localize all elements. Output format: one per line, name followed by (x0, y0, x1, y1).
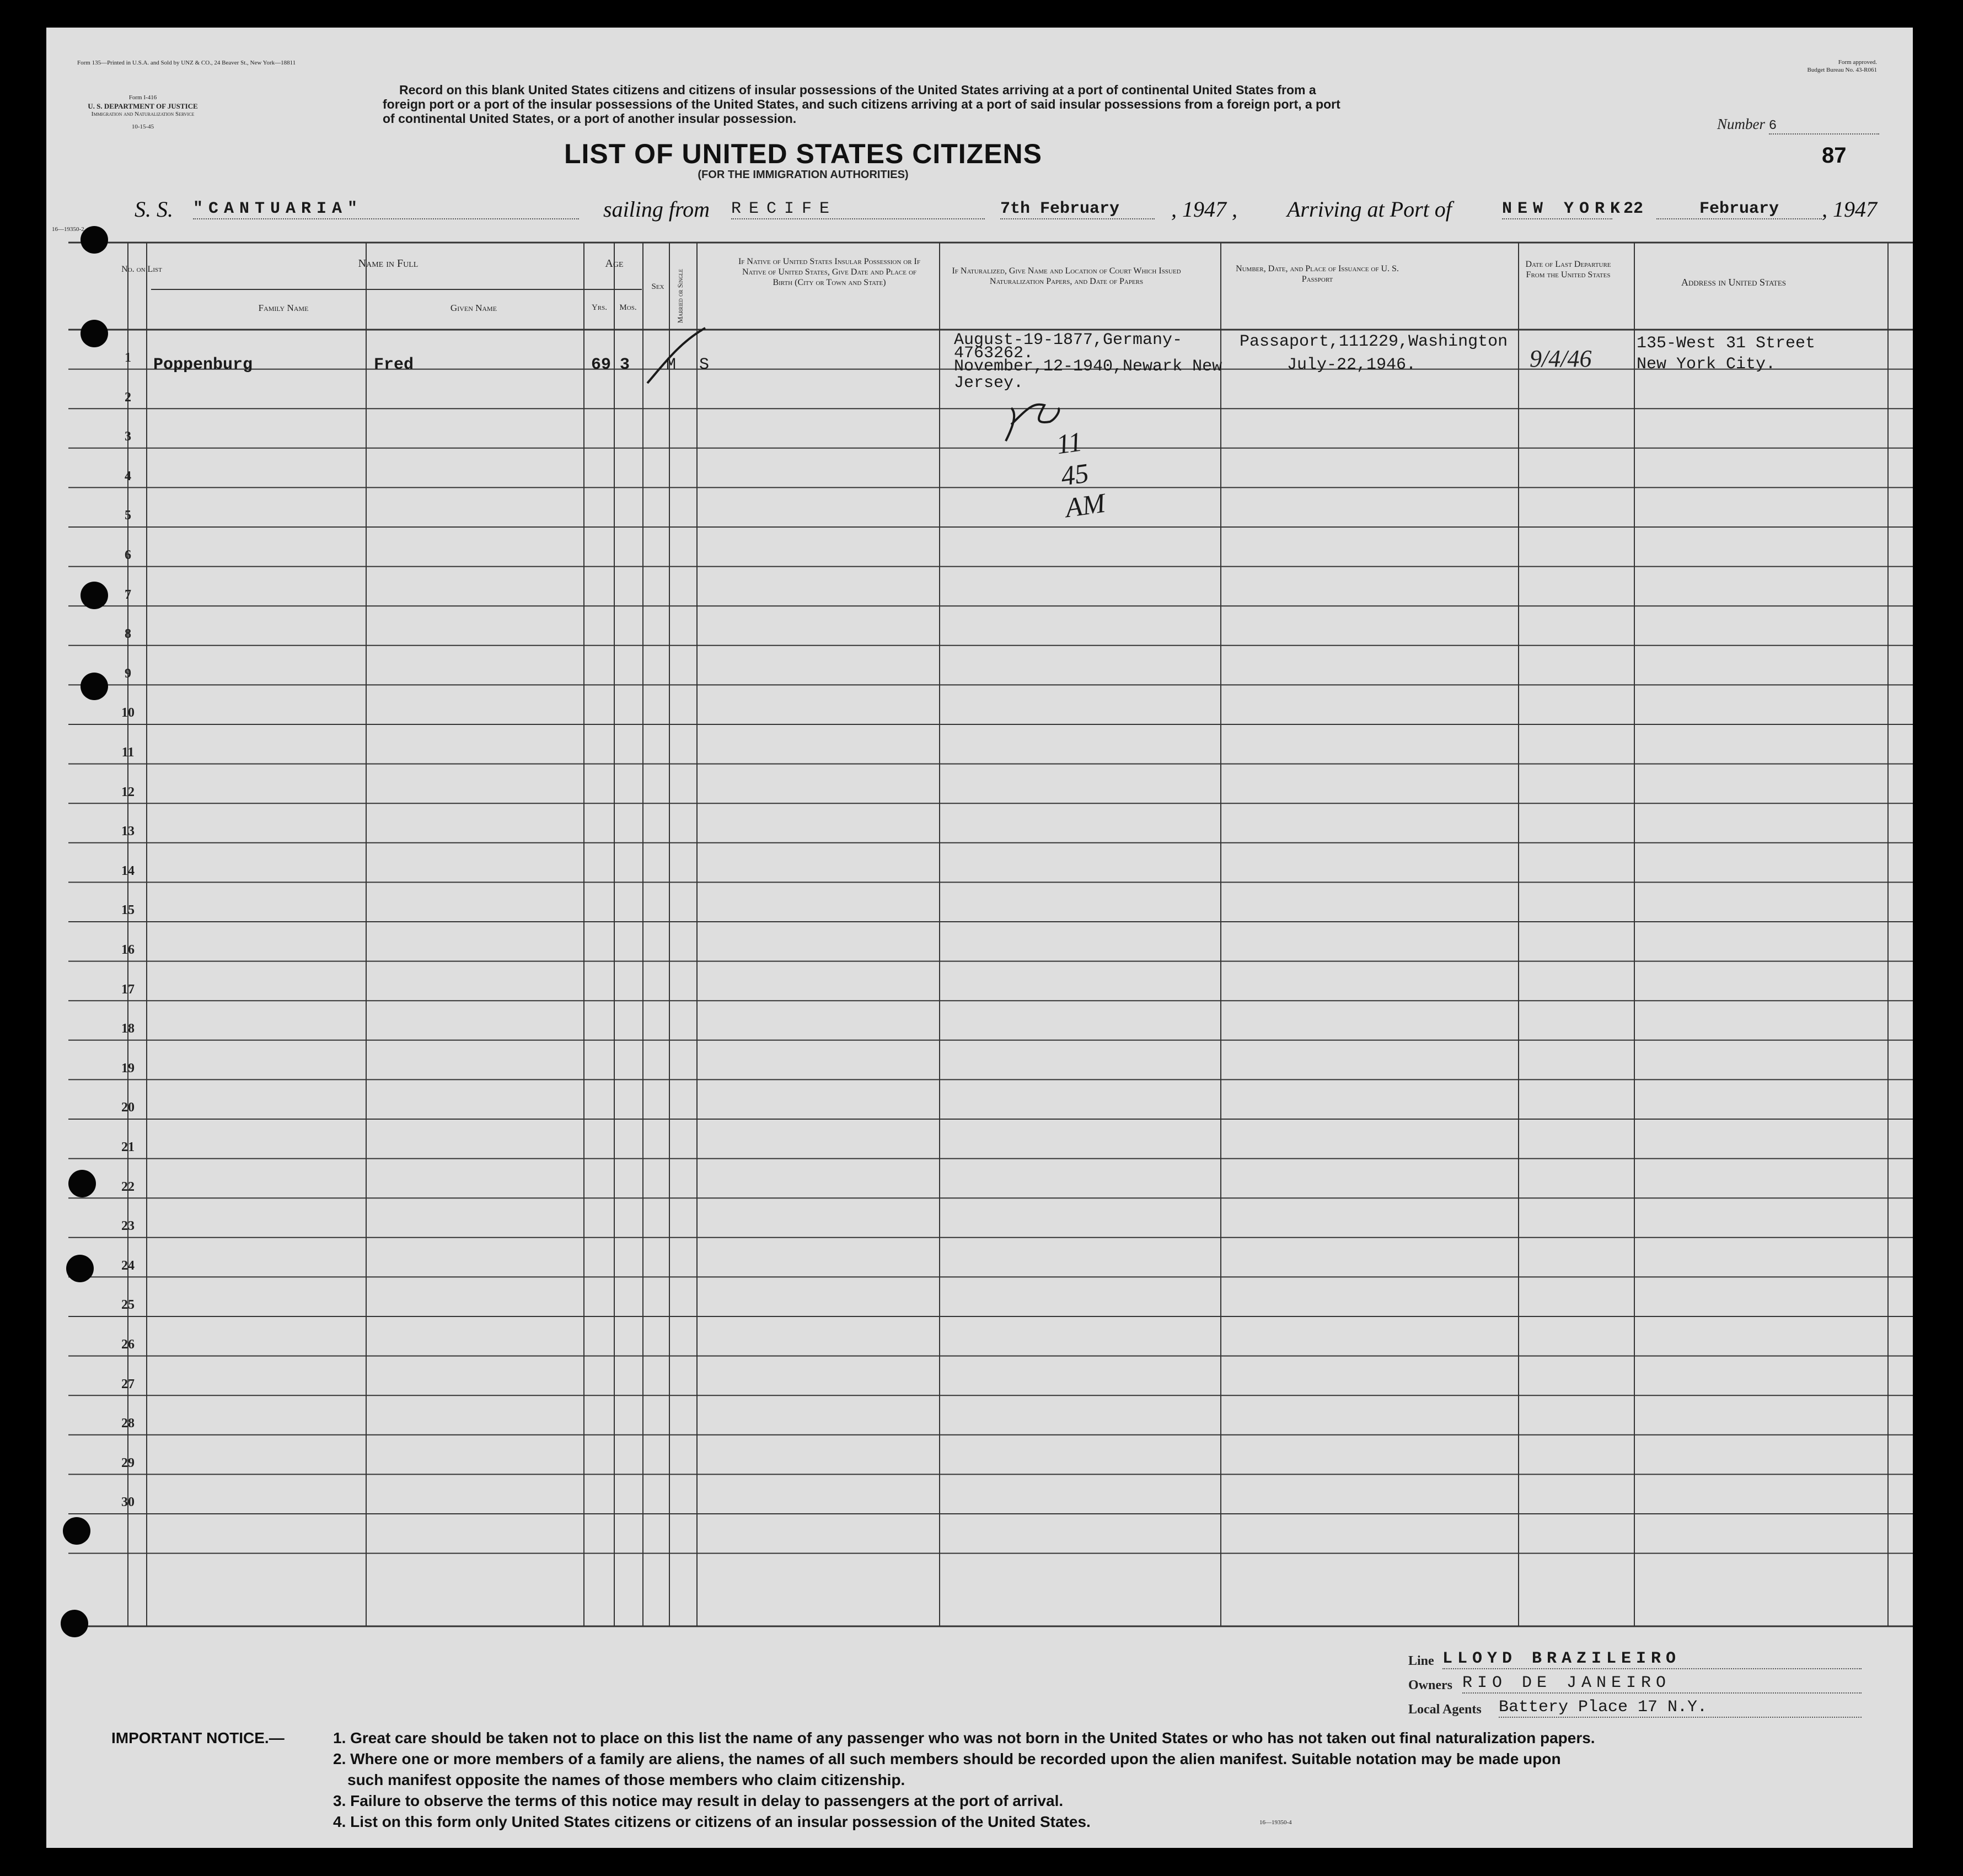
agents-field (1408, 1698, 1905, 1727)
row-number: 6 (125, 548, 131, 562)
notice-body (333, 1728, 1877, 1832)
number-label: Number (1717, 116, 1765, 132)
notice-item: 2. Where one or more members of a family are aliens, the names of all such members should be recorded upon the alien manifest. Suitable notation may be made upon (333, 1750, 1561, 1767)
punch-hole (81, 226, 108, 254)
naturalization-line: November,12-1940,Newark New (954, 357, 1222, 376)
col-header-family-name: Family Name (258, 303, 309, 313)
form-date-code: 10-15-45 (131, 123, 154, 130)
col-header-no: No. on List (121, 265, 162, 274)
bottom-form-code: 16—19350-4 (1259, 1819, 1292, 1826)
row-number: 18 (121, 1022, 135, 1036)
from-port: RECIFE (731, 200, 985, 219)
row-number: 13 (121, 824, 135, 839)
age-months-cell: 3 (620, 356, 630, 374)
ship-name: "CANTUARIA" (193, 200, 579, 219)
row-number: 10 (121, 706, 135, 721)
row-number: 29 (121, 1455, 135, 1470)
row-number: 24 (121, 1258, 135, 1273)
number-value: 6 (1769, 119, 1879, 135)
row-number: 28 (121, 1416, 135, 1431)
row-number: 1 (125, 351, 131, 365)
depart-date: 7th February (1000, 200, 1155, 219)
row-number: 16 (121, 943, 135, 957)
line-value: LLOYD BRAZILEIRO (1442, 1649, 1862, 1669)
form-number: Form I-416 (128, 94, 157, 101)
col-header-age: Age (605, 257, 624, 270)
punch-hole (61, 1610, 88, 1637)
handwritten-initials (995, 391, 1066, 452)
row-number: 8 (125, 627, 131, 642)
naturalization-line: Jersey. (954, 374, 1024, 393)
approval-line: Form approved. (1838, 59, 1877, 66)
row-number: 22 (121, 1179, 135, 1194)
row-number: 30 (121, 1495, 135, 1510)
depart-year: , 1947 , (1171, 197, 1237, 222)
page-subtitle: (FOR THE IMMIGRATION AUTHORITIES) (698, 169, 909, 181)
owners-value: RIO DE JANEIRO (1462, 1674, 1862, 1694)
row-number: 5 (125, 508, 131, 523)
last-departure-cell: 9/4/46 (1530, 345, 1592, 372)
instructions-line: Record on this blank United States citizens and citizens of insular possessions of the United States arriving at a port of continental United States from a (399, 83, 1316, 97)
notice-item: 3. Failure to observe the terms of this notice may result in delay to passengers at the port of arrival. (333, 1792, 1064, 1809)
sailing-label: sailing from (603, 197, 710, 222)
page-number: 87 (1822, 143, 1847, 168)
address-line: 135-West 31 Street (1637, 334, 1816, 353)
punch-hole (63, 1517, 90, 1545)
handwritten-time: 11 45 AM (1054, 426, 1107, 524)
row-number: 21 (121, 1140, 135, 1154)
row-number: 9 (125, 666, 131, 681)
arriving-label: Arriving at Port of (1287, 197, 1452, 222)
line-owners-agents (1408, 1649, 1905, 1727)
age-years-cell: 69 (591, 356, 612, 374)
passport-line: July-22,1946. (1287, 356, 1417, 374)
notice-item: 4. List on this form only United States citizens or citizens of an insular possession of the United States. (333, 1813, 1091, 1830)
arrival-month: February (1656, 200, 1822, 219)
owners-label: Owners (1408, 1678, 1452, 1692)
agents-label: Local Agents (1408, 1702, 1482, 1717)
row-number: 25 (121, 1298, 135, 1313)
service-name: Immigration and Naturalization Service (91, 111, 195, 117)
col-header-sex: Sex (651, 282, 664, 291)
instructions-line: of continental United States, or a port of another insular possession. (383, 111, 797, 126)
agents-value: Battery Place 17 N.Y. (1499, 1698, 1862, 1718)
col-header-given-name: Given Name (450, 303, 497, 313)
row-number: 2 (125, 390, 131, 405)
punch-hole (81, 673, 108, 700)
sex-cell: M (666, 356, 677, 374)
row-number: 26 (121, 1337, 135, 1352)
naturalization-line: August-19-1877,Germany- (954, 331, 1183, 350)
budget-bureau-line: Budget Bureau No. 43-R061 (1807, 67, 1877, 73)
col-header-married-single: Married or Single (676, 268, 684, 324)
row-number: 20 (121, 1100, 135, 1115)
row-number: 14 (121, 863, 135, 878)
given-name-cell: Fred (374, 356, 414, 374)
col-header-passport: Number, Date, and Place of Issuance of U. S. Passport (1236, 264, 1399, 284)
check-mark (642, 325, 714, 386)
marital-status-cell: S (699, 356, 710, 374)
table-grid (46, 28, 1913, 1848)
punch-hole (81, 582, 108, 609)
naturalization-line: 4763262. (954, 344, 1034, 363)
row-number: 17 (121, 982, 135, 997)
col-header-naturalized: If Naturalized, Give Name and Location of Court Which Issued Naturalization Papers, and Date of Papers (952, 266, 1181, 286)
col-header-native: If Native of United States Insular Possession or If Native of United States, Give Date and Place of Birth (City or Town and State) (738, 257, 921, 287)
row-number: 3 (125, 429, 131, 444)
col-header-mos: Mos. (619, 303, 637, 312)
row-number: 27 (121, 1377, 135, 1391)
notice-item: 1. Great care should be taken not to place on this list the name of any passenger who was not born in the United States or who has not taken out final naturalization papers. (333, 1729, 1595, 1746)
row-number: 7 (125, 587, 131, 602)
printer-line: Form 135—Printed in U.S.A. and Sold by UNZ & CO., 24 Beaver St., New York—18811 (77, 60, 296, 66)
col-header-yrs: Yrs. (591, 303, 608, 312)
family-name-cell: Poppenburg (153, 356, 253, 374)
line-label: Line (1408, 1654, 1434, 1668)
col-header-last-departure: Date of Last Departure From the United States (1525, 260, 1611, 279)
side-form-code: 16—19350-2 (52, 226, 84, 233)
page-title: LIST OF UNITED STATES CITIZENS (564, 138, 1043, 169)
arrival-port: NEW YORK (1502, 200, 1626, 218)
instructions-line: foreign port or a port of the insular possessions of the United States, and such citizens arriving at a port of said insular possessions from a foreign port, a port (383, 97, 1340, 111)
department-name: U. S. DEPARTMENT OF JUSTICE (88, 102, 198, 110)
notice-item: such manifest opposite the names of those members who claim citizenship. (347, 1771, 905, 1788)
row-number: 11 (121, 745, 135, 760)
arrival-year: , 1947 (1822, 197, 1877, 222)
manifest-sheet (46, 28, 1913, 1848)
row-number: 15 (121, 903, 135, 918)
punch-hole (68, 1170, 96, 1197)
arrival-day: 22 (1623, 200, 1644, 218)
row-number: 19 (121, 1061, 135, 1076)
col-header-address: Address in United States (1681, 277, 1787, 288)
ss-label: S. S. (135, 197, 173, 222)
row-number: 23 (121, 1219, 135, 1234)
notice-heading: IMPORTANT NOTICE.— (111, 1729, 285, 1746)
punch-hole (66, 1255, 94, 1282)
row-number: 12 (121, 784, 135, 799)
punch-hole (81, 320, 108, 347)
passport-line: Passaport,111229,Washington (1240, 332, 1508, 351)
address-line: New York City. (1637, 355, 1776, 374)
row-number: 4 (125, 469, 131, 483)
col-header-name-in-full: Name in Full (358, 257, 419, 270)
